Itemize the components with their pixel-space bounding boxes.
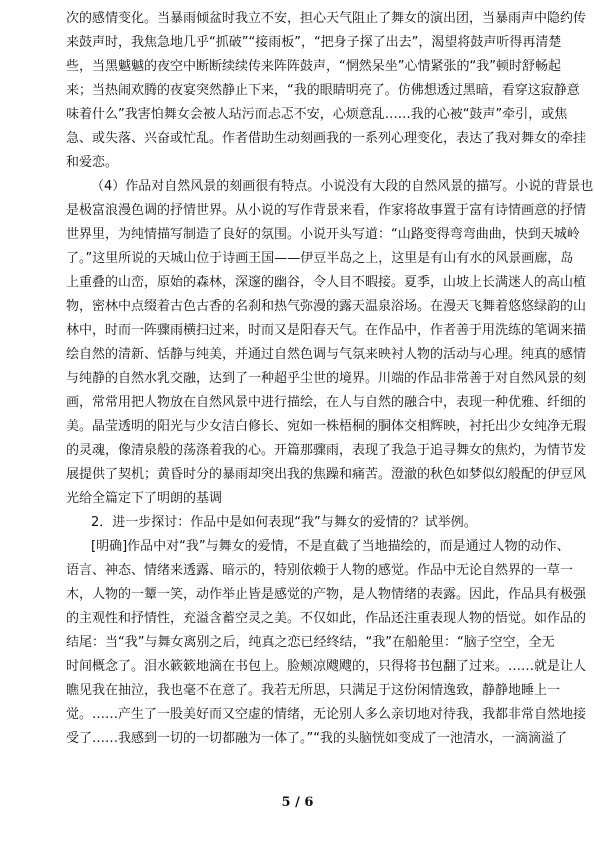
text-line: 急、或失落、兴奋或忙乱。作者借助生动刻画我的一系列心理变化，表达了我对舞女的牵挂 <box>66 131 587 146</box>
text-line: 受了……我感到一切的一切都融为一体了。”“我的头脑恍如变成了一池清水，一滴滴溢了 <box>66 731 567 746</box>
text-line: 的灵魂，像清泉般的荡涤着我的心。开篇那骤雨，表现了我急于追寻舞女的焦灼，为情节发 <box>66 443 587 458</box>
text-line: 木，人物的一颦一笑，动作举止皆是感觉的产物，是人物情绪的表露。因此，作品具有极强 <box>66 587 587 602</box>
text-line: 2．进一步探讨：作品中是如何表现“我”与舞女的爱情的？试举例。 <box>91 515 477 530</box>
text-line: 觉。……产生了一股美好而又空虚的情绪，无论别人多么亲切地对待我，我都非常自然地接 <box>66 707 587 722</box>
text-line: 来鼓声时，我焦急地几乎“抓破”“接雨板”，“把身子探了出去”，渴望将鼓声听得再清楚 <box>66 35 562 50</box>
text-line: 味着什么”我害怕舞女会被人玷污而忐忑不安，心烦意乱……我的心被“鼓声”牵引，或焦 <box>66 107 568 122</box>
text-line: 绘自然的清新、恬静与纯美，并通过自然色调与气氛来映衬人物的活动与心理。纯真的感情 <box>66 347 587 362</box>
text-line: 来；当热闹欢腾的夜宴突然静止下来，“我的眼睛明亮了。仿佛想透过黑暗，看穿这寂静意 <box>66 83 580 98</box>
text-line: 美。晶莹透明的阳光与少女洁白修长、宛如一株梧桐的胴体交相辉映，衬托出少女纯净无瑕 <box>66 419 587 434</box>
text-line: 语言、神态、情绪来透露、暗示的，特别依赖于人物的感觉。作品中无论自然界的一草一 <box>66 563 574 578</box>
text-line: 结尾：当“我”与舞女离别之后，纯真之恋已经终结，“我”在船舱里：“脑子空空，全无 <box>66 635 555 650</box>
text-line: 和爱恋。 <box>66 155 119 170</box>
text-line: 世界里，为纯情描写制造了良好的氛围。小说开头写道：“山路变得弯弯曲曲，快到天城岭 <box>66 227 580 242</box>
text-line: 是极富浪漫色调的抒情世界。从小说的写作背景来看，作家将故事置于富有诗情画意的抒情 <box>66 203 587 218</box>
text-line: 时间概念了。泪水簌簌地滴在书包上。脸颊凉飕飕的，只得将书包翻了过来。……就是让人 <box>66 659 587 674</box>
text-line: 次的感情变化。当暴雨倾盆时我立不安，担心天气阻止了舞女的演出团，当暴雨声中隐约传 <box>66 11 587 26</box>
text-line: 与纯静的自然水乳交融，达到了一种超乎尘世的境界。川端的作品非常善于对自然风景的刻 <box>66 371 587 386</box>
text-line: （4）作品对自然风景的刻画很有特点。小说没有大段的自然风景的描写。小说的背景也 <box>91 179 594 194</box>
page-number: 5 / 6 <box>281 795 314 810</box>
text-line: [明确]作品中对“我”与舞女的爱情，不是直截了当地描绘的，而是通过人物的动作、 <box>91 539 570 554</box>
text-line: 物，密林中点缀着古色古香的名刹和热气弥漫的露天温泉浴场。在漫天飞舞着悠悠绿韵的山 <box>66 299 587 314</box>
text-line: 瞧见我在抽泣，我也毫不在意了。我若无所思，只满足于这份闲情逸致，静静地睡上一 <box>66 683 561 698</box>
text-line: 画，常常用把人物放在自然风景中进行描绘，在人与自然的融合中，表现一种优雅、纤细的 <box>66 395 587 410</box>
text-line: 了。”这里所说的天城山位于诗画王国——伊豆半岛之上，这里是有山有水的风景画廊，岛 <box>66 251 574 266</box>
text-line: 展提供了契机；黄昏时分的暴雨却突出我的焦躁和痛苦。澄澈的秋色如梦似幻般配的伊豆风 <box>66 467 587 482</box>
text-line: 林中，时而一阵骤雨横扫过来，时而又是阳春天气。在作品中，作者善于用洗练的笔调来描 <box>66 323 587 338</box>
text-line: 些，当黑魆魆的夜空中断断续续传来阵阵鼓声，“惘然呆坐”心情紧张的“我”顿时舒畅起 <box>66 59 561 74</box>
text-line: 上重叠的山峦，原始的森林，深邃的幽谷，令人目不暇接。夏季，山坡上长满迷人的高山植 <box>66 275 587 290</box>
text-line: 的主观性和抒情性，充溢含蓄空灵之美。不仅如此，作品还注重表现人物的悟觉。如作品的 <box>66 611 587 626</box>
text-line: 光给全篇定下了明朗的基调 <box>66 491 223 506</box>
